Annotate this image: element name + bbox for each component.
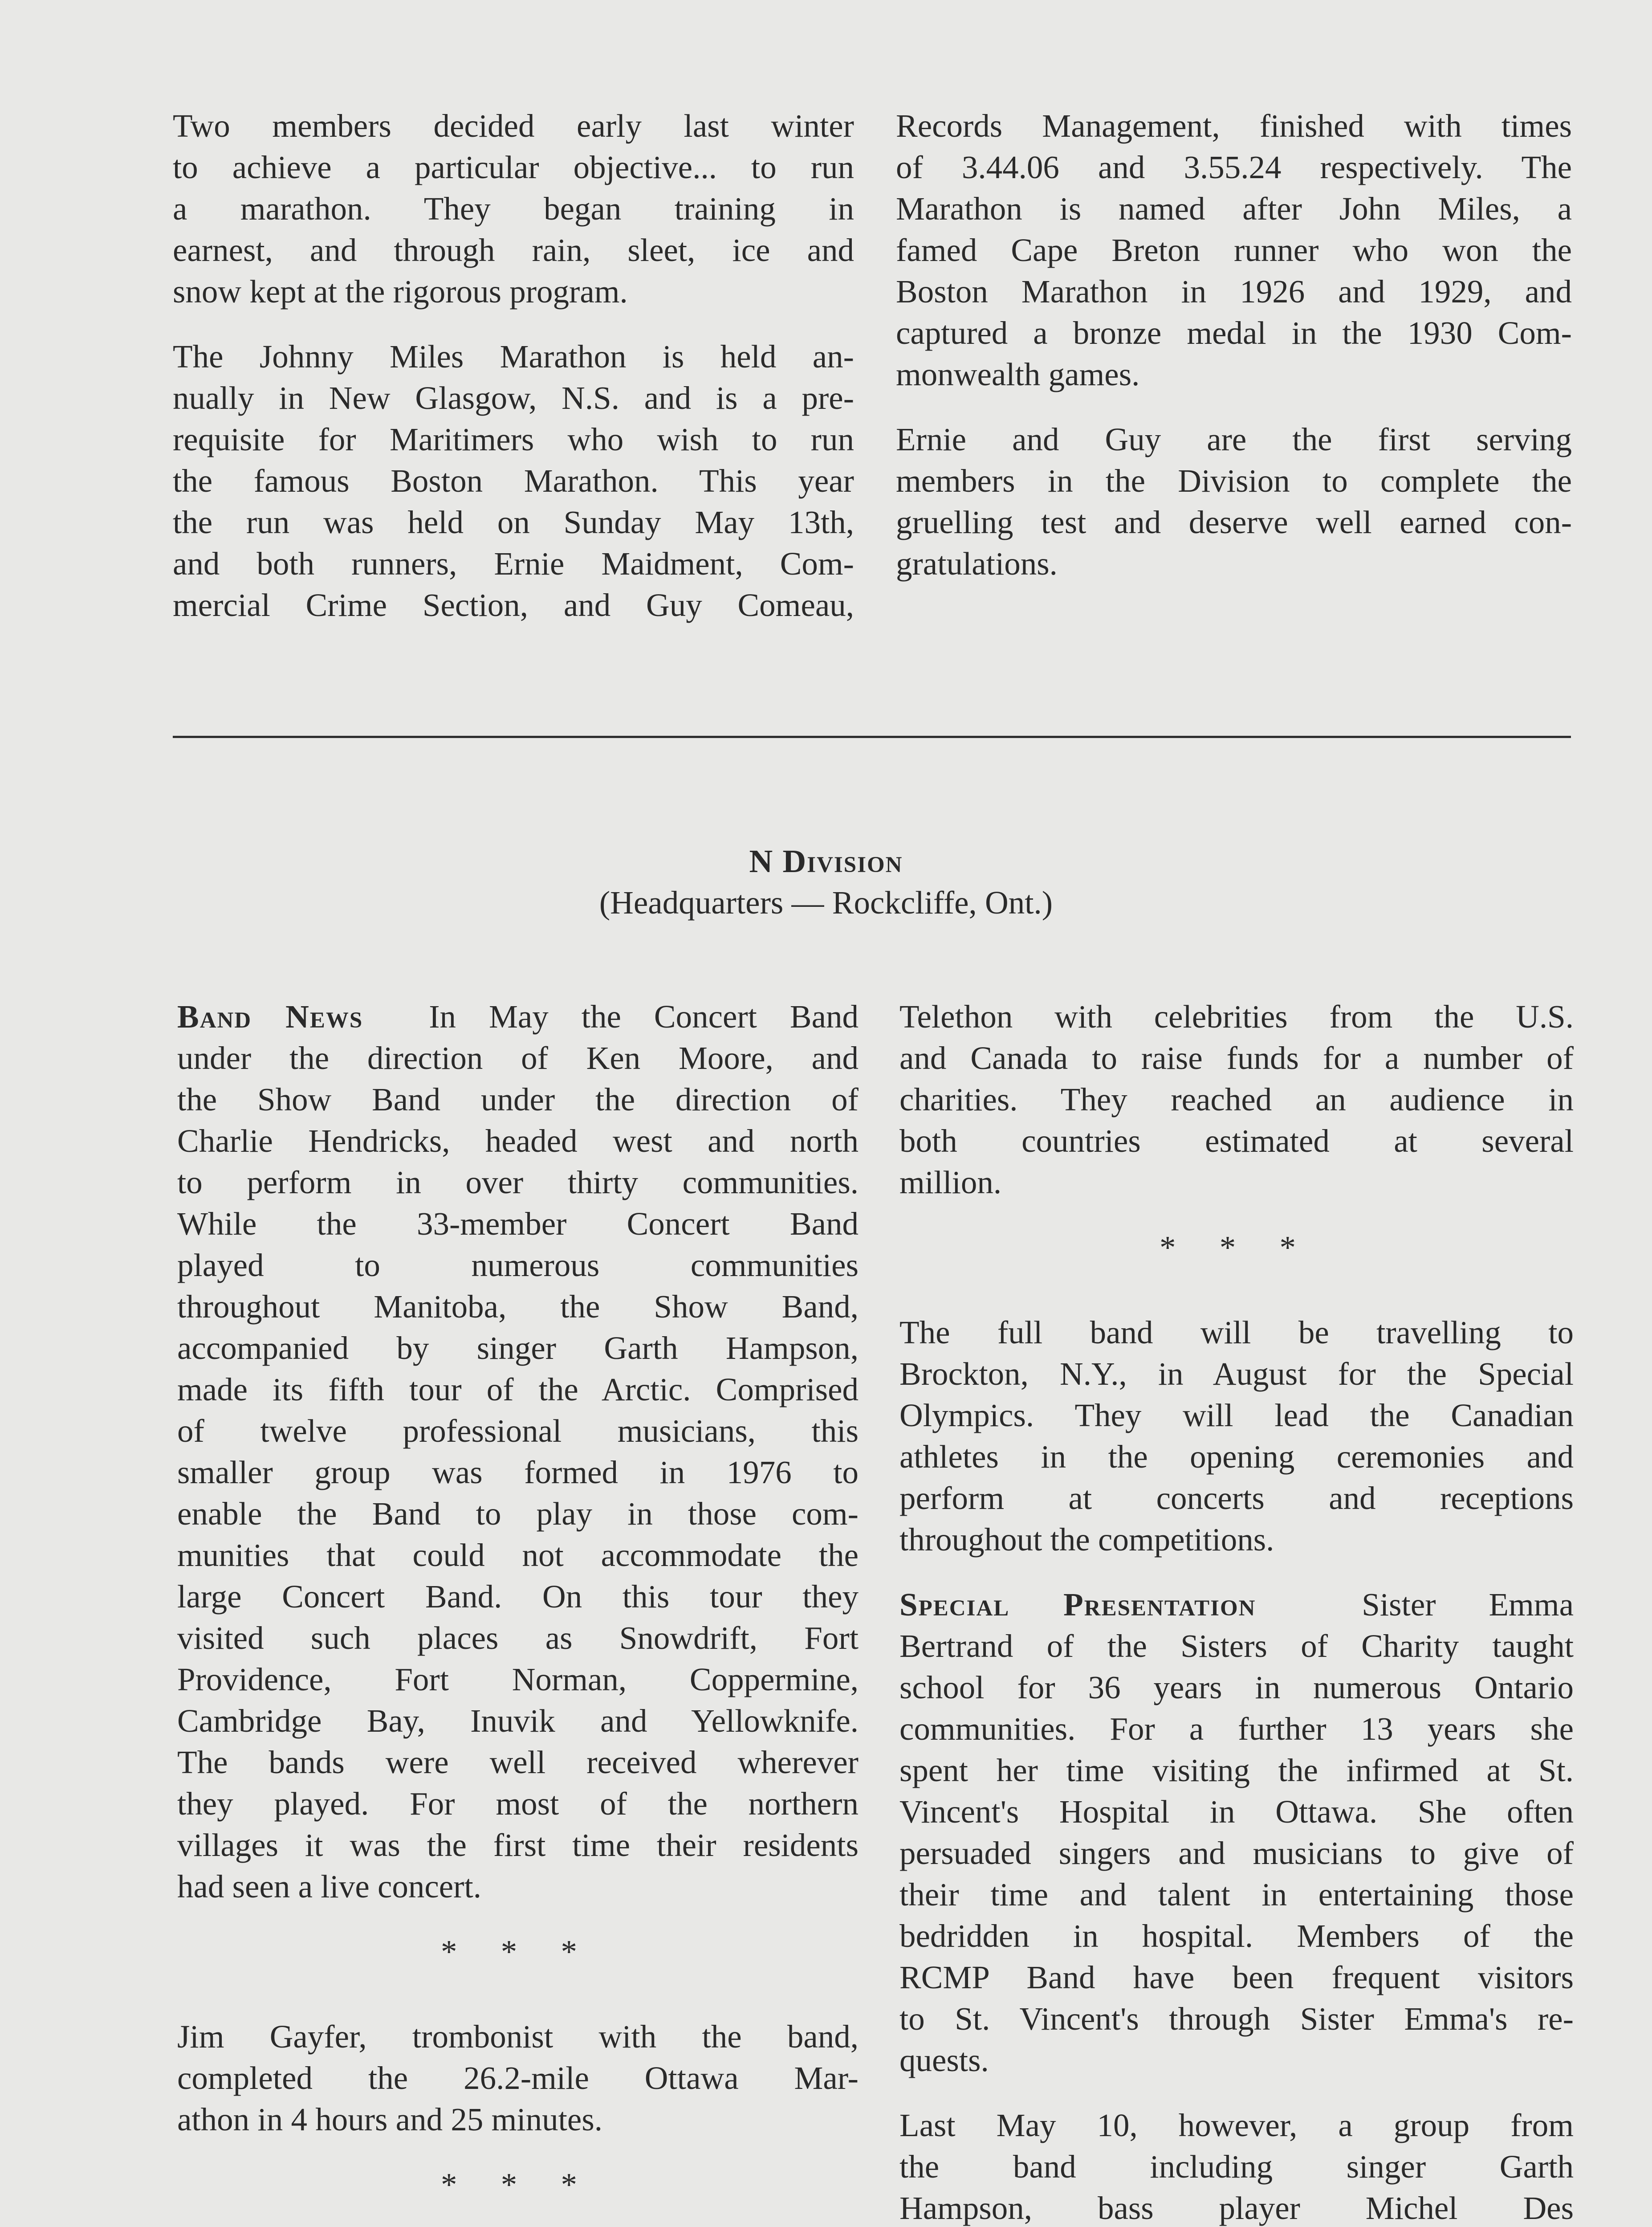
section-break-stars: * * * bbox=[441, 2166, 595, 2203]
text-line: visited such places as Snowdrift, Fort bbox=[177, 1620, 859, 1656]
text-line: played to numerous communities bbox=[177, 1247, 859, 1283]
text-line: both countries estimated at several bbox=[899, 1123, 1574, 1159]
text-line: The full band will be travelling to bbox=[899, 1314, 1574, 1350]
section-break-stars: * * * bbox=[441, 1933, 595, 1970]
text-line: Marathon is named after John Miles, a bbox=[896, 191, 1572, 227]
text-line: charities. They reached an audience in bbox=[899, 1081, 1574, 1118]
text-line: monwealth games. bbox=[896, 356, 1140, 392]
top-right-column bbox=[896, 105, 1572, 584]
text-line: athletes in the opening ceremonies and bbox=[899, 1439, 1574, 1475]
text-line: villages it was the first time their residents bbox=[177, 1827, 859, 1863]
paragraph bbox=[177, 996, 859, 1907]
run-in-heading: Band News bbox=[177, 999, 363, 1035]
text-line: Olympics. They will lead the Canadian bbox=[899, 1397, 1574, 1433]
text-line: Jim Gayfer, trombonist with the band, bbox=[177, 2019, 859, 2055]
section-title: N Division bbox=[749, 843, 903, 879]
text-line: their time and talent in entertaining those bbox=[899, 1876, 1574, 1913]
text-line: members in the Division to complete the bbox=[896, 463, 1572, 499]
text-line: gratulations. bbox=[896, 546, 1058, 582]
text-line: spent her time visiting the infirmed at St. bbox=[899, 1752, 1574, 1788]
text-line: and both runners, Ernie Maidment, Com- bbox=[173, 546, 854, 582]
top-left-column bbox=[173, 105, 854, 626]
text-line: throughout Manitoba, the Show Band, bbox=[177, 1289, 859, 1325]
text-line: a marathon. They began training in bbox=[173, 191, 854, 227]
text-line: of 3.44.06 and 3.55.24 respectively. The bbox=[896, 149, 1572, 185]
text-line: had seen a live concert. bbox=[177, 1868, 482, 1905]
text-line: munities that could not accommodate the bbox=[177, 1537, 859, 1573]
text-line: large Concert Band. On this tour they bbox=[177, 1578, 859, 1615]
bottom-right-column bbox=[899, 996, 1574, 2227]
text-line: smaller group was formed in 1976 to bbox=[177, 1454, 859, 1490]
text-line: made its fifth tour of the Arctic. Comprised bbox=[177, 1371, 859, 1407]
text-line: bedridden in hospital. Members of the bbox=[899, 1918, 1574, 1954]
run-in-heading: Special Presentation bbox=[899, 1587, 1256, 1623]
paragraph bbox=[899, 1584, 1574, 2081]
text-line: the famous Boston Marathon. This year bbox=[173, 463, 854, 499]
text-line: earnest, and through rain, sleet, ice and bbox=[173, 232, 854, 268]
section-divider bbox=[173, 736, 1571, 738]
section-subtitle: (Headquarters — Rockcliffe, Ont.) bbox=[599, 885, 1053, 921]
text-line: Records Management, finished with times bbox=[896, 108, 1572, 144]
text-line: the run was held on Sunday May 13th, bbox=[173, 504, 854, 540]
text-line: RCMP Band have been frequent visitors bbox=[899, 1959, 1574, 1995]
text-line: Hampson, bass player Michel Des bbox=[899, 2190, 1574, 2226]
text-line: famed Cape Breton runner who won the bbox=[896, 232, 1572, 268]
section-break-stars: * * * bbox=[1160, 1229, 1314, 1265]
text-line: under the direction of Ken Moore, and bbox=[177, 1040, 859, 1076]
text-line: accompanied by singer Garth Hampson, bbox=[177, 1330, 859, 1366]
text-line: Two members decided early last winter bbox=[173, 108, 854, 144]
paragraph bbox=[899, 2105, 1574, 2227]
text-line: and Canada to raise funds for a number of bbox=[899, 1040, 1574, 1076]
text-line: mercial Crime Section, and Guy Comeau, bbox=[173, 587, 854, 623]
paragraph bbox=[896, 419, 1572, 584]
text-line: throughout the competitions. bbox=[899, 1521, 1274, 1558]
text-line: of twelve professional musicians, this bbox=[177, 1413, 859, 1449]
text-line: Providence, Fort Norman, Coppermine, bbox=[177, 1661, 859, 1697]
text-line: The bands were well received wherever bbox=[177, 1744, 859, 1780]
bottom-left-column bbox=[177, 996, 859, 2227]
text-line: Bertrand of the Sisters of Charity taught bbox=[899, 1628, 1574, 1664]
text-line: Boston Marathon in 1926 and 1929, and bbox=[896, 273, 1572, 310]
text-line: quests. bbox=[899, 2042, 989, 2078]
paragraph bbox=[899, 996, 1574, 1203]
paragraph bbox=[173, 105, 854, 312]
text-line: gruelling test and deserve well earned con- bbox=[896, 504, 1572, 540]
text-line: they played. For most of the northern bbox=[177, 1786, 859, 1822]
text-line: perform at concerts and receptions bbox=[899, 1480, 1574, 1516]
text-line: Vincent's Hospital in Ottawa. She often bbox=[899, 1794, 1574, 1830]
text-line: million. bbox=[899, 1164, 1002, 1200]
text-line: communities. For a further 13 years she bbox=[899, 1711, 1574, 1747]
text-line: enable the Band to play in those com- bbox=[177, 1496, 859, 1532]
paragraph bbox=[899, 1312, 1574, 1560]
text-line: The Johnny Miles Marathon is held an- bbox=[173, 339, 854, 375]
text-line: the Show Band under the direction of bbox=[177, 1081, 859, 1118]
text-line: While the 33-member Concert Band bbox=[177, 1206, 859, 1242]
text-line: Cambridge Bay, Inuvik and Yellowknife. bbox=[177, 1703, 859, 1739]
text-line: to achieve a particular objective... to run bbox=[173, 149, 854, 185]
text-line: requisite for Maritimers who wish to run bbox=[173, 421, 854, 457]
text-line: Last May 10, however, a group from bbox=[899, 2107, 1574, 2143]
paragraph bbox=[896, 105, 1572, 395]
paragraph bbox=[173, 336, 854, 626]
text-line: to perform in over thirty communities. bbox=[177, 1164, 859, 1200]
text-line: nually in New Glasgow, N.S. and is a pre- bbox=[173, 380, 854, 416]
paragraph bbox=[177, 2016, 859, 2140]
text-line: athon in 4 hours and 25 minutes. bbox=[177, 2101, 602, 2137]
text-line: Ernie and Guy are the first serving bbox=[896, 421, 1572, 457]
text-line: Special Presentation Sister Emma bbox=[899, 1587, 1574, 1623]
text-line: completed the 26.2-mile Ottawa Mar- bbox=[177, 2060, 859, 2096]
text-line: to St. Vincent's through Sister Emma's re- bbox=[899, 2001, 1574, 2037]
text-line: persuaded singers and musicians to give of bbox=[899, 1835, 1574, 1871]
text-line: school for 36 years in numerous Ontario bbox=[899, 1669, 1574, 1705]
text-line: captured a bronze medal in the 1930 Com- bbox=[896, 315, 1572, 351]
text-line: the band including singer Garth bbox=[899, 2149, 1574, 2185]
text-line: Band News In May the Concert Band bbox=[177, 999, 859, 1035]
text-line: Brockton, N.Y., in August for the Special bbox=[899, 1356, 1574, 1392]
text-line: Charlie Hendricks, headed west and north bbox=[177, 1123, 859, 1159]
text-line: Telethon with celebrities from the U.S. bbox=[899, 999, 1574, 1035]
text-line: snow kept at the rigorous program. bbox=[173, 273, 628, 310]
